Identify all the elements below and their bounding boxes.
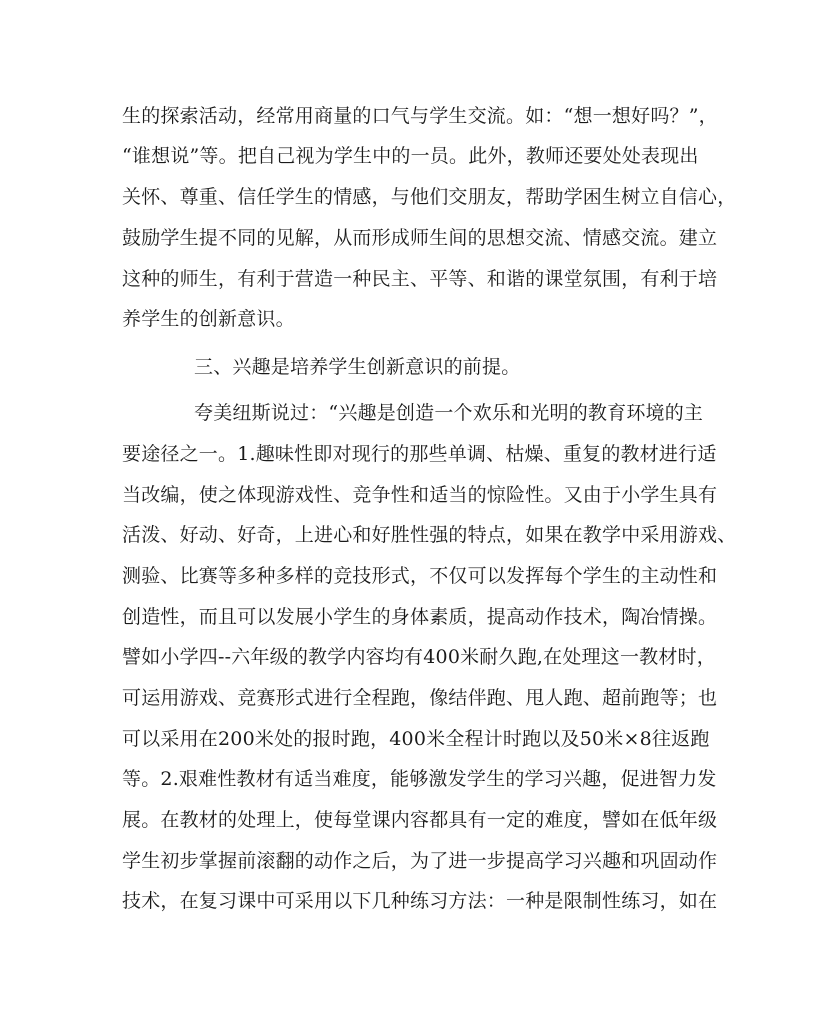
paragraph-line: 活泼、好动、好奇，上进心和好胜性强的特点，如果在教学中采用游戏、	[122, 524, 737, 546]
paragraph-line: 养学生的创新意识。	[122, 308, 295, 330]
paragraph-line: 等。2.艰难性教材有适当难度，能够激发学生的学习兴趣，促进智力发	[122, 768, 717, 790]
paragraph-line: 技术，在复习课中可采用以下几种练习方法：一种是限制性练习，如在	[122, 890, 718, 912]
section-heading: 三、兴趣是培养学生创新意识的前提。	[194, 356, 521, 378]
paragraph-line: 夸美纽斯说过：“兴趣是创造一个欢乐和光明的教育环境的主	[194, 402, 704, 424]
paragraph-line: 可以采用在200米处的报时跑，400米全程计时跑以及50米×8往返跑	[122, 728, 710, 750]
paragraph-line: “谁想说”等。把自己视为学生中的一员。此外，教师还要处处表现出	[122, 145, 699, 167]
paragraph-line: 生的探索活动，经常用商量的口气与学生交流。如：“想一想好吗？”，	[122, 105, 718, 127]
paragraph-line: 要途径之一。1.趣味性即对现行的那些单调、枯燥、重复的教材进行适	[122, 443, 717, 465]
paragraph-line: 测验、比赛等多种多样的竞技形式，不仅可以发挥每个学生的主动性和	[122, 565, 718, 587]
paragraph-line: 这种的师生，有利于营造一种民主、平等、和谐的课堂氛围，有利于培	[122, 268, 718, 290]
paragraph-line: 学生初步掌握前滚翻的动作之后，为了进一步提高学习兴趣和巩固动作	[122, 850, 718, 872]
paragraph-line: 创造性，而且可以发展小学生的身体素质，提高动作技术，陶冶情操。	[122, 606, 718, 628]
paragraph-line: 当改编，使之体现游戏性、竞争性和适当的惊险性。又由于小学生具有	[122, 484, 718, 506]
paragraph-line: 譬如小学四--六年级的教学内容均有400米耐久跑,在处理这一教材时，	[122, 646, 716, 668]
paragraph-line: 鼓励学生提不同的见解，从而形成师生间的思想交流、情感交流。建立	[122, 227, 718, 249]
paragraph-line: 可运用游戏、竞赛形式进行全程跑，像结伴跑、甩人跑、超前跑等；也	[122, 687, 718, 709]
paragraph-line: 展。在教材的处理上，使每堂课内容都具有一定的难度，譬如在低年级	[122, 809, 718, 831]
paragraph-line: 关怀、尊重、信任学生的情感，与他们交朋友，帮助学困生树立自信心，	[122, 186, 737, 208]
